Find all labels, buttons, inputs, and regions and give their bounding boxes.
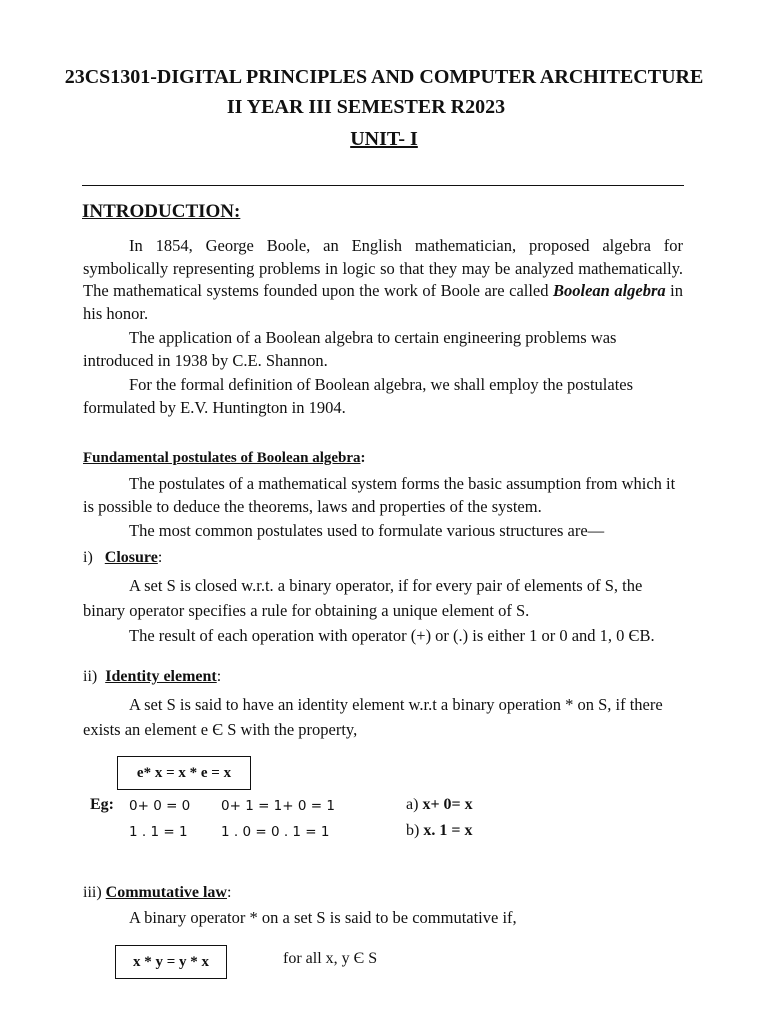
example-a-marker: a) xyxy=(406,796,423,813)
example-x-plus-zero xyxy=(406,796,473,814)
commutative-colon: : xyxy=(226,884,232,901)
postulates-heading-text: Fundamental postulates of Boolean algebra xyxy=(83,450,361,466)
intro-paragraph-2: The application of a Boolean algebra to certain engineering problems was introduced in 1938 by C.E. Shannon. xyxy=(83,328,617,370)
intro-text-end: in his honor. xyxy=(83,281,683,323)
identity-number: ii) xyxy=(83,668,98,685)
example-a-formula: x+ 0= x xyxy=(422,796,473,813)
example-and-identity: 1 . 1 = 1 xyxy=(129,824,188,840)
commutative-title: Commutative law xyxy=(105,884,227,901)
boolean-algebra-term: Boolean algebra xyxy=(553,281,666,300)
postulates-paragraph-1: The postulates of a mathematical system forms the basic assumption from which it is possible to deduce the theorems, laws and properties of the system. xyxy=(83,474,676,516)
example-b-formula: x. 1 = x xyxy=(423,822,473,839)
unit-title: UNIT- I xyxy=(350,128,418,150)
identity-label xyxy=(83,668,221,686)
example-or-identity: 0+ 0 = 0 xyxy=(129,798,191,814)
postulates-heading-colon: : xyxy=(360,450,366,466)
identity-formula-box: e* x = x * e = x xyxy=(117,756,251,790)
commutative-label xyxy=(83,884,231,902)
identity-paragraph: A set S is said to have an identity element w.r.t a binary operation * on S, if there exists an element e Є S with the property, xyxy=(83,695,663,739)
closure-number: i) xyxy=(83,549,93,566)
closure-colon: : xyxy=(157,549,163,566)
example-x-times-one xyxy=(406,822,472,840)
closure-paragraph-1: A set S is closed w.r.t. a binary operator, if for every pair of elements of S, the binary operator specifies a rule for obtaining a unique element of S. xyxy=(83,576,643,620)
intro-paragraph-1 xyxy=(83,235,683,325)
example-and-commutative: 1 . 0 = 0 . 1 = 1 xyxy=(221,824,330,840)
closure-title: Closure xyxy=(104,549,158,566)
identity-title: Identity element xyxy=(105,668,217,685)
identity-colon: : xyxy=(216,668,222,685)
course-title: 23CS1301-DIGITAL PRINCIPLES AND COMPUTER ARCHITECTURE xyxy=(64,66,704,88)
closure-label xyxy=(83,549,162,567)
year-semester: II YEAR III SEMESTER R2023 xyxy=(226,96,506,118)
commutative-paragraph: A binary operator * on a set S is said to be commutative if, xyxy=(129,908,517,927)
example-or-commutative: 0+ 1 = 1+ 0 = 1 xyxy=(221,798,335,814)
postulates-heading xyxy=(83,450,366,467)
example-b-marker: b) xyxy=(406,822,424,839)
introduction-heading: INTRODUCTION: xyxy=(82,201,241,222)
commutative-number: iii) xyxy=(83,884,102,901)
intro-text: In 1854, George Boole, an English mathematician, proposed algebra for symbolically representing problems in logic so that they may be analyzed mathematically. The mathematical systems founded upon the work of Boole are called xyxy=(83,236,683,300)
commutative-formula-box: x * y = y * x xyxy=(115,945,227,979)
intro-paragraph-3: For the formal definition of Boolean algebra, we shall employ the postulates formulated by E.V. Huntington in 1904. xyxy=(83,375,634,417)
postulates-paragraph-2: The most common postulates used to formulate various structures are— xyxy=(129,521,605,540)
example-label: Eg: xyxy=(90,796,114,813)
commutative-note: for all x, y Є S xyxy=(283,950,378,967)
header-divider xyxy=(82,185,684,186)
closure-paragraph-2: The result of each operation with operator (+) or (.) is either 1 or 0 and 1, 0 ЄB. xyxy=(129,626,655,645)
